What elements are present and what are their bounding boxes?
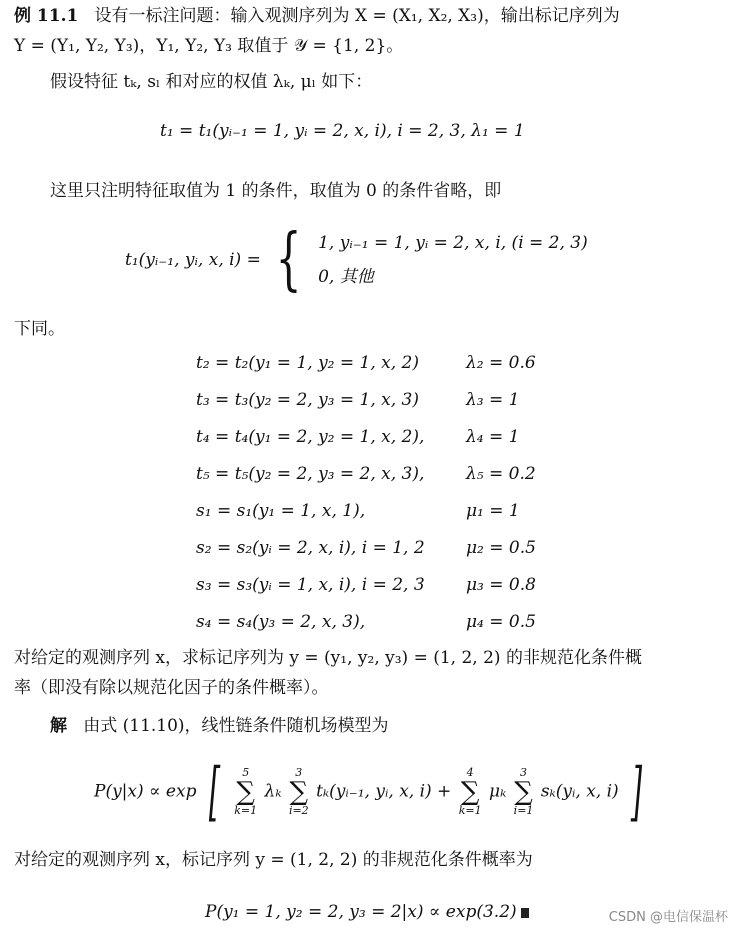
intro-line-1: 设有一标注问题：输入观测序列为 X = (X₁, X₂, X₃)，输出标记序列为 [94, 6, 620, 26]
sum-operator [459, 767, 482, 817]
sum-lower-limit: i=1 [513, 804, 534, 817]
feature-row [196, 492, 536, 529]
feature-row [196, 529, 536, 566]
feature-definition: s₄ = s₄(y₃ = 2, x, 3), [196, 611, 366, 632]
question-line-1: 对给定的观测序列 x，求标记序列为 y = (y₁, y₂, y₃) = (1, 2, 2) 的非规范化条件概 [14, 648, 642, 668]
sum-upper-limit: 3 [520, 766, 528, 779]
feature-row [196, 418, 536, 455]
sum-upper-limit: 5 [242, 766, 250, 779]
t1-piecewise-lhs: t₁(yᵢ₋₁, yᵢ, x, i) = [125, 250, 261, 270]
feature-weight: λ₃ = 1 [466, 389, 520, 410]
sigma-symbol: ∑ [460, 777, 480, 807]
feature-weight: λ₅ = 0.2 [466, 463, 536, 484]
feature-row [196, 455, 536, 492]
same-below-text: 下同。 [14, 319, 65, 339]
sum-lower-limit: i=2 [288, 804, 309, 817]
solution-label: 解 [50, 716, 67, 736]
feature-definition: t₂ = t₂(y₁ = 1, y₂ = 1, x, 2) [196, 352, 420, 373]
sum-upper-limit: 3 [295, 766, 303, 779]
feature-weight: μ₃ = 0.8 [466, 574, 536, 595]
left-brace: { [275, 220, 302, 299]
term-state: sₖ(yᵢ, x, i) [540, 781, 619, 802]
watermark: CSDN @电信保温杯 [608, 910, 728, 925]
feature-definition: s₁ = s₁(y₁ = 1, x, 1), [196, 500, 366, 521]
piecewise-case-2: 0, 其他 [318, 267, 374, 287]
feature-row [196, 566, 536, 603]
feature-row [196, 603, 536, 640]
term-transition: tₖ(yᵢ₋₁, yᵢ, x, i) + [316, 781, 452, 802]
feature-definition: s₂ = s₂(yᵢ = 2, x, i), i = 1, 2 [196, 537, 425, 558]
sum-upper-limit: 4 [466, 766, 474, 779]
piecewise-case-1: 1, yᵢ₋₁ = 1, yᵢ = 2, x, i, (i = 2, 3) [318, 233, 588, 253]
sigma-symbol: ∑ [514, 777, 533, 807]
piecewise-cases [318, 229, 588, 291]
solution-text: 由式 (11.10)，线性链条件随机场模型为 [83, 716, 389, 736]
feature-weight: λ₂ = 0.6 [466, 352, 536, 373]
crf-model-equation [94, 755, 649, 829]
sum-lower-limit: k=1 [234, 804, 258, 817]
qed-mark-icon [521, 908, 529, 918]
right-bracket: ] [630, 755, 643, 829]
sigma-symbol: ∑ [289, 777, 309, 807]
t1-piecewise [125, 220, 588, 299]
feature-weight: μ₄ = 0.5 [466, 611, 536, 632]
final-result [205, 898, 529, 926]
question-line-2: 率（即没有除以规范化因子的条件概率）。 [14, 678, 329, 698]
t1-definition: t₁ = t₁(yᵢ₋₁ = 1, yᵢ = 2, x, i), i = 2, 3, λ₁ = 1 [160, 121, 525, 141]
feature-weight: μ₂ = 0.5 [466, 537, 536, 558]
example-label: 例 11.1 [14, 6, 79, 26]
feature-definition: t₄ = t₄(y₁ = 2, y₂ = 1, x, 2), [196, 426, 425, 447]
feature-row [196, 344, 536, 381]
model-lhs: P(y|x) ∝ exp [94, 781, 197, 802]
intro-line-2: Y = (Y₁, Y₂, Y₃)，Y₁, Y₂, Y₃ 取值于 𝒴 = {1, 2}。 [14, 36, 404, 56]
final-equation: P(y₁ = 1, y₂ = 2, y₃ = 2|x) ∝ exp(3.2) [205, 902, 517, 922]
feature-table [196, 344, 536, 640]
sum-operator [234, 767, 257, 817]
sigma-symbol: ∑ [236, 777, 255, 807]
sum-operator [289, 767, 309, 817]
sum-lower-limit: k=1 [458, 804, 482, 817]
feature-definition: s₃ = s₃(yᵢ = 1, x, i), i = 2, 3 [196, 574, 425, 595]
term-mu: μₖ [489, 781, 507, 802]
feature-row [196, 381, 536, 418]
term-lambda: λₖ [264, 781, 282, 802]
feature-definition: t₅ = t₅(y₂ = 2, y₃ = 2, x, 3), [196, 463, 425, 484]
after-text: 对给定的观测序列 x，标记序列 y = (1, 2, 2) 的非规范化条件概率为 [14, 850, 533, 870]
example-intro [14, 2, 720, 30]
feature-weight: μ₁ = 1 [466, 500, 520, 521]
feature-definition: t₃ = t₃(y₂ = 2, y₃ = 1, x, 3) [196, 389, 420, 410]
left-bracket: [ [208, 755, 220, 829]
sum-operator [514, 767, 534, 817]
feature-weight: λ₄ = 1 [466, 426, 520, 447]
solution-intro [50, 712, 720, 740]
assumption-text: 假设特征 tₖ, sₗ 和对应的权值 λₖ, μₗ 如下： [50, 72, 373, 92]
note-text: 这里只注明特征取值为 1 的条件，取值为 0 的条件省略，即 [50, 181, 502, 201]
